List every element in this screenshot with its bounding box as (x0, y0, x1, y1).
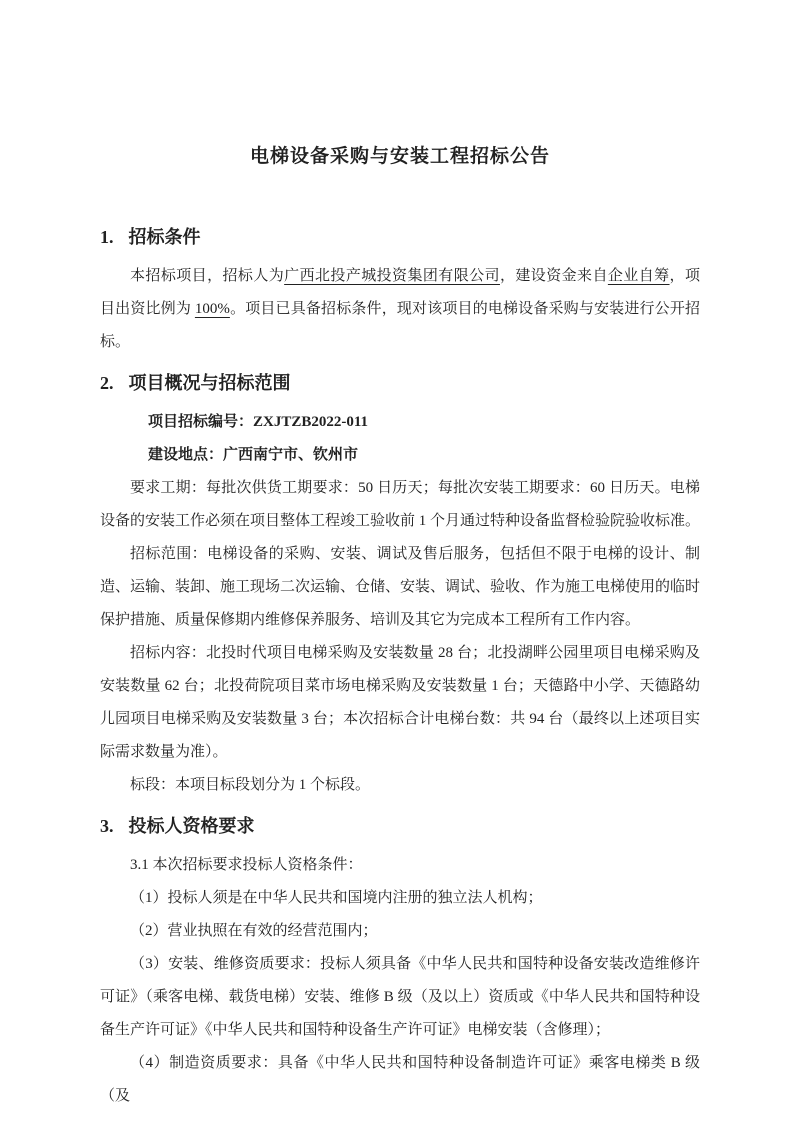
section-1-number: 1. (100, 227, 114, 247)
intro-text-segment: ，项目出资比例为 (100, 268, 700, 317)
document-title: 电梯设备采购与安装工程招标公告 (249, 146, 550, 167)
bid-code-line: 项目招标编号：ZXJTZB2022-011 (148, 414, 369, 430)
required-duration-paragraph: 要求工期：每批次供货工期要求：50 日历天；每批次安装工期要求：60 日历天。电梯设备的安装工作必须在项目整体工程竣工验收前 1 个月通过特种设备监督检验院验收标准。 (100, 480, 701, 529)
bid-scope-paragraph: 招标范围：电梯设备的采购、安装、调试及售后服务，包括但不限于电梯的设计、制造、运输、装卸、施工现场二次运输、仓储、安装、调试、验收、作为施工电梯使用的临时保护措施、质量保修期内维修保养服务、培训及其它为完成本工程所有工作内容。 (100, 546, 701, 628)
qualification-item-3: （3）安装、维修资质要求：投标人须具备《中华人民共和国特种设备安装改造维修许可证》（乘客电梯、载货电梯）安装、维修 B 级（及以上）资质或《中华人民共和国特种设备生产许可证》《中华人民共和国特种设备生产许可证》电梯安装（含修理）； (100, 956, 700, 1038)
funding-ratio-underlined: 100% (194, 301, 230, 317)
section-2-heading (100, 372, 700, 394)
section-3-heading (100, 815, 700, 837)
intro-text-segment: 。项目已具备招标条件，现对该项目的电梯设备采购与安装进行公开招标。 (100, 301, 700, 350)
bid-content-paragraph: 招标内容：北投时代项目电梯采购及安装数量 28 台；北投湖畔公园里项目电梯采购及安装数量 62 台；北投荷院项目菜市场电梯采购及安装数量 1 台；天德路中小学、天德路幼儿园项目电梯采购及安装数量 3 台；本次招标合计电梯台数：共 94 台（最终以上述项目实际需求数量为准）。 (100, 645, 700, 760)
intro-text-segment: ，建设资金来自 (499, 268, 608, 284)
section-3-number: 3. (100, 816, 114, 836)
section-2-number: 2. (100, 373, 114, 393)
qualification-item-2: （2）营业执照在有效的经营范围内； (130, 923, 378, 939)
fund-source-underlined: 企业自筹 (607, 268, 670, 284)
section-1-intro-paragraph (100, 260, 700, 359)
tenderer-name-underlined: 广西北投产城投资集团有限公司 (284, 268, 500, 284)
qualification-item-1: （1）投标人须是在中华人民共和国境内注册的独立法人机构； (130, 890, 543, 906)
intro-text-segment: 本招标项目，招标人为 (130, 268, 285, 284)
section-2-title: 项目概况与招标范围 (128, 373, 291, 393)
qualification-intro-line: 3.1 本次招标要求投标人资格条件： (130, 857, 363, 873)
bid-lots-paragraph: 标段：本项目标段划分为 1 个标段。 (130, 777, 371, 793)
section-1-title: 招标条件 (128, 227, 201, 247)
section-3-title: 投标人资格要求 (128, 816, 255, 836)
construction-location-line: 建设地点：广西南宁市、钦州市 (148, 447, 359, 463)
section-1-heading (100, 226, 700, 248)
qualification-item-4: （4）制造资质要求：具备《中华人民共和国特种设备制造许可证》乘客电梯类 B 级（及 (100, 1055, 700, 1104)
